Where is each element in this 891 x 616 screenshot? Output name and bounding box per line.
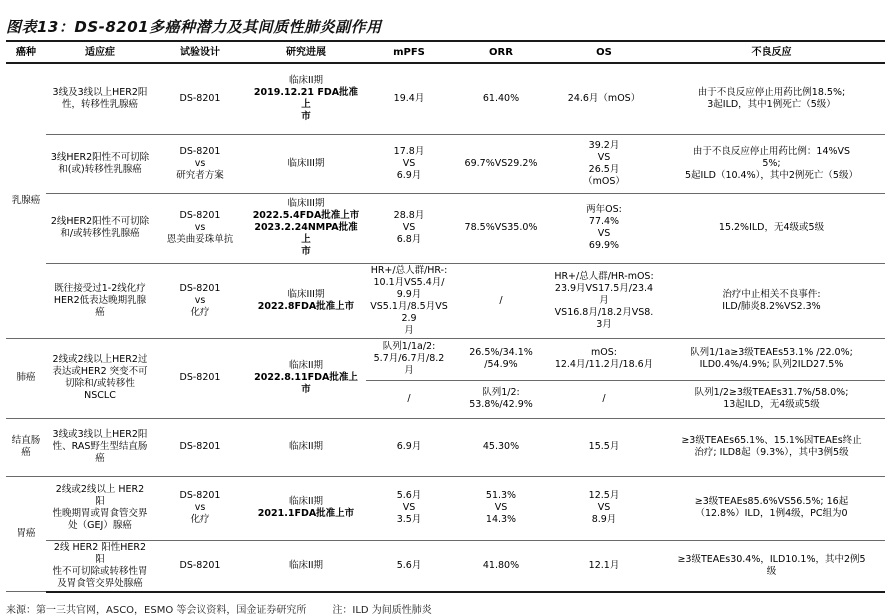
source-text: 来源：第一三共官网，ASCO，ESMO 等会议资料，国金证券研究所 <box>6 605 307 616</box>
header-mpfs: mPFS <box>366 44 452 63</box>
ae-cell: 15.2%ILD，无4级或5级 <box>658 193 885 263</box>
mpfs-cell: 19.4月 <box>366 63 452 134</box>
design-cell: DS-8201 vs 化疗 <box>154 263 246 338</box>
progress-approval: 2022.5.4FDA批准上市 2023.2.24NMPA批准上 市 <box>252 210 360 257</box>
progress-phase: 临床II期 <box>288 360 324 371</box>
cropped-header-fragment <box>0 0 891 8</box>
progress-approval: 2022.8FDA批准上市 <box>257 300 355 312</box>
ae-cell: ≥3级TEAEs30.4%，ILD10.1%，其中2例5 级 <box>658 540 885 592</box>
header-design: 试验设计 <box>154 44 246 63</box>
header-disease: 癌种 <box>6 44 46 63</box>
mpfs-cell: 5.6月 <box>366 540 452 592</box>
ae-cell: ≥3级TEAEs65.1%、15.1%因TEAEs终止 治疗; ILD8起（9.3%），其中3例5级 <box>658 418 885 476</box>
os-cell: 15.5月 <box>550 418 658 476</box>
progress-phase: 临床III期 <box>287 288 325 300</box>
design-cell: DS-8201 <box>154 63 246 134</box>
note-text: 注：ILD 为间质性肺炎 <box>332 605 432 616</box>
mpfs-cell: / <box>366 380 452 418</box>
mpfs-cell: 5.6月 VS 3.5月 <box>366 476 452 540</box>
design-cell: DS-8201 <box>154 540 246 592</box>
design-cell: DS-8201 vs 恩美曲妥珠单抗 <box>154 193 246 263</box>
header-indication: 适应症 <box>46 44 154 63</box>
header-os: OS <box>550 44 658 63</box>
os-cell: 12.5月 VS 8.9月 <box>550 476 658 540</box>
os-cell: mOS: 12.4月/11.2月/18.6月 <box>550 338 658 380</box>
progress-phase: 临床III期 <box>287 198 325 209</box>
mpfs-cell: 队列1/1a/2: 5.7月/6.7月/8.2月 <box>366 338 452 380</box>
orr-cell: 队列1/2: 53.8%/42.9% <box>452 380 550 418</box>
progress-phase: 临床II期 <box>288 74 324 86</box>
progress-cell <box>246 63 366 134</box>
table-row <box>6 338 885 380</box>
mpfs-cell: 28.8月 VS 6.8月 <box>366 193 452 263</box>
table-row <box>6 476 885 540</box>
disease-cell: 乳腺癌 <box>6 63 46 338</box>
figure-title: 图表13：DS-8201多癌种潜力及其间质性肺炎副作用 <box>6 18 382 36</box>
progress-cell: 临床II期 <box>246 540 366 592</box>
ae-cell: 治疗中止相关不良事件: ILD/肺炎8.2%VS2.3% <box>658 263 885 338</box>
header-row <box>6 44 885 63</box>
os-cell: 两年OS: 77.4% VS 69.9% <box>550 193 658 263</box>
header-ae: 不良反应 <box>658 44 885 63</box>
design-cell: DS-8201 vs 化疗 <box>154 476 246 540</box>
orr-cell: 78.5%VS35.0% <box>452 193 550 263</box>
results-table <box>6 44 885 593</box>
mpfs-cell: 17.8月 VS 6.9月 <box>366 134 452 193</box>
header-orr: ORR <box>452 44 550 63</box>
orr-cell: 51.3% VS 14.3% <box>452 476 550 540</box>
progress-phase: 临床II期 <box>288 496 324 507</box>
progress-approval: 2021.1FDA批准上市 <box>257 508 355 519</box>
ae-cell: 队列1/2≥3级TEAEs31.7%/58.0%; 13起ILD，无4级或5级 <box>658 380 885 418</box>
table-row <box>6 134 885 193</box>
table-row <box>6 263 885 338</box>
progress-cell <box>246 476 366 540</box>
progress-approval: 2022.8.11FDA批准上 市 <box>254 372 358 395</box>
header-progress: 研究进展 <box>246 44 366 63</box>
os-cell: 39.2月 VS 26.5月 （mOS） <box>550 134 658 193</box>
orr-cell: 61.40% <box>452 63 550 134</box>
disease-cell: 肺癌 <box>6 338 46 418</box>
orr-cell: 45.30% <box>452 418 550 476</box>
table-row <box>6 193 885 263</box>
design-cell: DS-8201 <box>154 418 246 476</box>
mpfs-cell: 6.9月 <box>366 418 452 476</box>
progress-cell <box>246 263 366 338</box>
os-cell: / <box>550 380 658 418</box>
indication-cell: 2线HER2阳性不可切除 和/或转移性乳腺癌 <box>46 193 154 263</box>
indication-cell: 2线或2线以上 HER2 阳 性晚期胃或胃食管交界 处（GEJ）腺癌 <box>46 476 154 540</box>
ae-cell: 由于不良反应停止用药比例：14%VS 5%; 5起ILD（10.4%），其中2例死亡（5级） <box>658 134 885 193</box>
os-cell: HR+/总人群/HR-mOS: 23.9月VS17.5月/23.4月 VS16.8月/18.2月VS8.3月 <box>550 263 658 338</box>
progress-cell <box>246 193 366 263</box>
progress-cell: 临床II期 <box>246 418 366 476</box>
indication-cell: 3线或3线以上HER2阳 性、RAS野生型结直肠 癌 <box>46 418 154 476</box>
design-cell: DS-8201 vs 研究者方案 <box>154 134 246 193</box>
disease-cell: 结直肠癌 <box>6 418 46 476</box>
progress-cell <box>246 338 366 418</box>
indication-cell: 3线HER2阳性不可切除 和(或)转移性乳腺癌 <box>46 134 154 193</box>
ae-cell: ≥3级TEAEs85.6%VS56.5%; 16起 （12.8%）ILD，1例4级，PC组为0 <box>658 476 885 540</box>
progress-cell: 临床III期 <box>246 134 366 193</box>
ae-cell: 由于不良反应停止用药比例18.5%; 3起ILD，其中1例死亡（5级） <box>658 63 885 134</box>
orr-cell: 69.7%VS29.2% <box>452 134 550 193</box>
table-row <box>6 540 885 592</box>
progress-approval: 2019.12.21 FDA批准上 市 <box>253 86 359 122</box>
indication-cell: 3线及3线以上HER2阳 性，转移性乳腺癌 <box>46 63 154 134</box>
design-cell: DS-8201 <box>154 338 246 418</box>
orr-cell: 41.80% <box>452 540 550 592</box>
os-cell: 12.1月 <box>550 540 658 592</box>
table-row <box>6 418 885 476</box>
table-row <box>6 63 885 134</box>
disease-cell: 胃癌 <box>6 476 46 592</box>
orr-cell: 26.5%/34.1% /54.9% <box>452 338 550 380</box>
indication-cell: 既往接受过1-2线化疗 HER2低表达晚期乳腺 癌 <box>46 263 154 338</box>
mpfs-cell: HR+/总人群/HR-: 10.1月VS5.4月/9.9月 VS5.1月/8.5月VS2.9 月 <box>366 263 452 338</box>
ae-cell: 队列1/1a≥3级TEAEs53.1% /22.0%; ILD0.4%/4.9%; 队列2ILD27.5% <box>658 338 885 380</box>
table-top-rule <box>6 40 885 42</box>
indication-cell: 2线 HER2 阳性HER2阳 性不可切除或转移性胃 及胃食管交界处腺癌 <box>46 540 154 592</box>
indication-cell: 2线或2线以上HER2过 表达或HER2 突变不可 切除和/或转移性 NSCLC <box>46 338 154 418</box>
orr-cell: / <box>452 263 550 338</box>
os-cell: 24.6月（mOS） <box>550 63 658 134</box>
